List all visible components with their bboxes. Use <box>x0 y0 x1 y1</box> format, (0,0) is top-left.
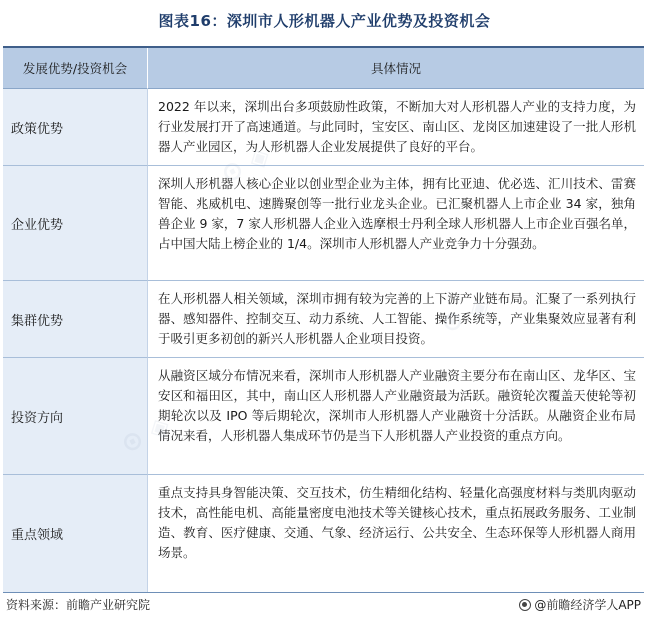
column-header-detail: 具体情况 <box>148 48 644 89</box>
row-category-policy: 政策优势 <box>3 89 148 166</box>
row-detail-policy: 2022 年以来，深圳出台多项鼓励性政策，不断加大对人形机器人产业的支持力度，为行业发展打开了高速通道。与此同时，宝安区、南山区、龙岗区加速建设了一批人形机器人产业园区，为人形机器人企业发展提供了良好的平台。 <box>148 89 644 166</box>
advantage-table <box>3 46 644 593</box>
brand-credit <box>519 596 641 613</box>
row-detail-cluster: 在人形机器人相关领域，深圳市拥有较为完善的上下游产业链布局。汇聚了一系列执行器、感知器件、控制交互、动力系统、人工智能、操作系统等，产业集聚效应显著有利于吸引更多初创的新兴人形机器人企业项目投资。 <box>148 281 644 358</box>
row-detail-enterprise: 深圳人形机器人核心企业以创业型企业为主体，拥有比亚迪、优必选、汇川技术、雷赛智能、兆威机电、速腾聚创等一批行业龙头企业。已汇聚机器人上市企业 34 家，独角兽企业 9 家，7 家人形机器人企业入选摩根士丹利全球人形机器人上市企业百强名单，占中国大陆上榜企业的 1/4。深圳市人形机器人产业竞争力十分强劲。 <box>148 166 644 281</box>
source-note: 资料来源：前瞻产业研究院 <box>6 598 151 612</box>
row-category-cluster: 集群优势 <box>3 281 148 358</box>
row-category-investment: 投资方向 <box>3 358 148 475</box>
row-category-key-areas: 重点领域 <box>3 475 148 592</box>
row-detail-investment: 从融资区域分布情况来看，深圳市人形机器人产业融资主要分布在南山区、龙华区、宝安区和福田区，其中，南山区人形机器人产业融资最为活跃。融资轮次覆盖天使轮等初期轮次以及 IPO 等后期轮次，深圳市人形机器人产业融资十分活跃。从融资企业布局情况来看，人形机器人集成环节仍是当下人形机器人产业投资的重点方向。 <box>148 358 644 475</box>
row-category-enterprise: 企业优势 <box>3 166 148 281</box>
brand-credit-text: @前瞻经济学人APP <box>534 598 641 612</box>
page-title: 图表16：深圳市人形机器人产业优势及投资机会 <box>158 12 491 30</box>
qianzhan-logo-icon <box>519 599 531 611</box>
column-header-category: 发展优势/投资机会 <box>3 48 148 89</box>
row-detail-key-areas: 重点支持具身智能决策、交互技术，仿生精细化结构、轻量化高强度材料与类肌肉驱动技术，高性能电机、高能量密度电池技术等关键核心技术，重点拓展政务服务、工业制造、教育、医疗健康、交通、气象、经济运行、公共安全、生态环保等人形机器人商用场景。 <box>148 475 644 592</box>
